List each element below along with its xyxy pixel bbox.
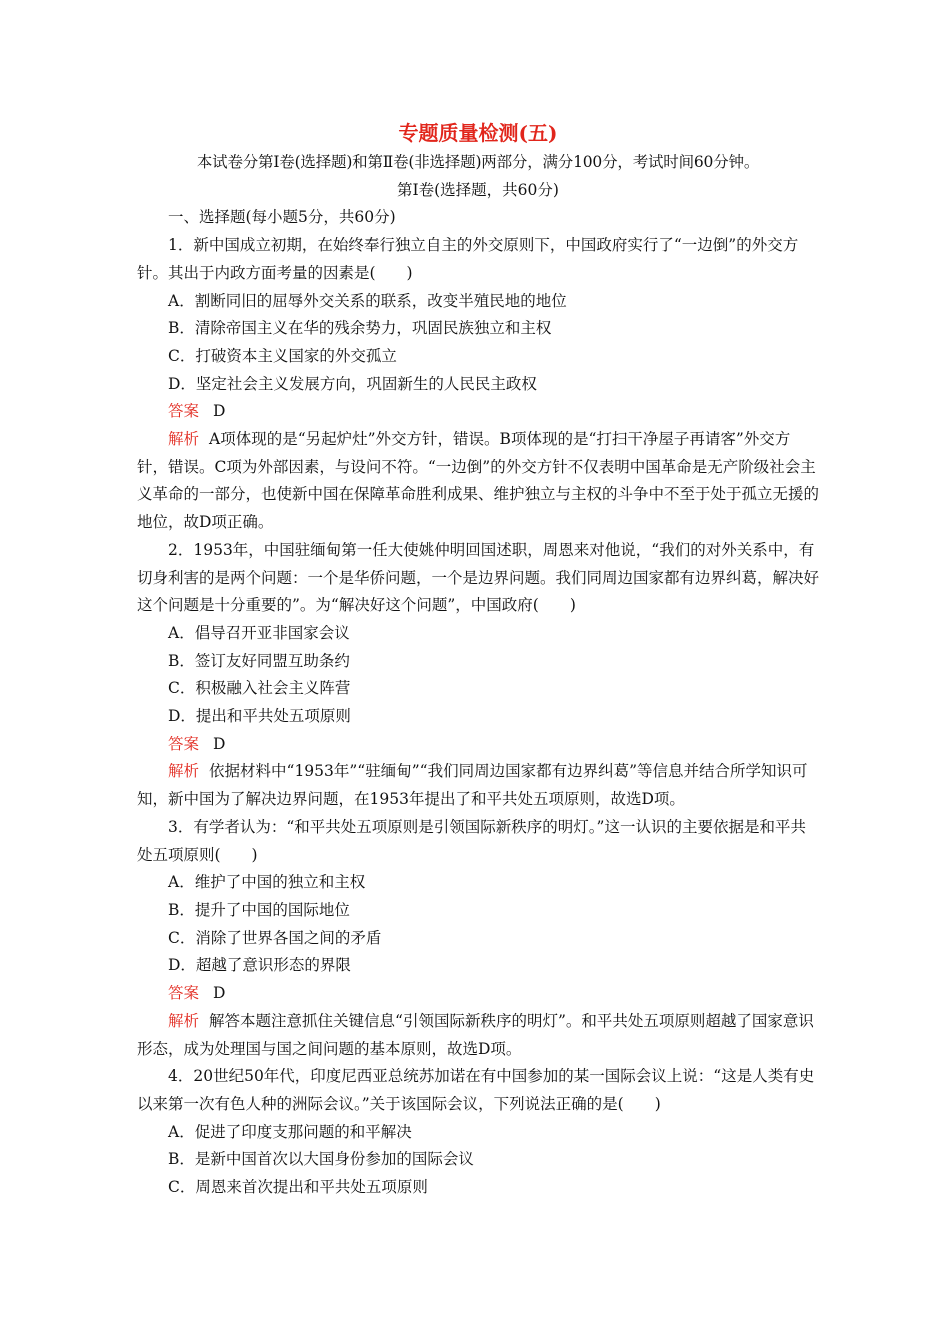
- answer-row: [137, 980, 819, 1008]
- analysis-row: [137, 426, 819, 537]
- answer-value: D: [213, 402, 226, 421]
- answer-row: [137, 398, 819, 426]
- option-b: B．是新中国首次以大国身份参加的国际会议: [168, 1150, 474, 1169]
- option-a: A．维护了中国的独立和主权: [168, 873, 366, 892]
- question-4: [137, 1063, 819, 1202]
- section-heading: 一、选择题(每小题5分，共60分): [168, 208, 396, 227]
- part-heading: 第Ⅰ卷(选择题，共60分): [397, 180, 559, 199]
- question-stem: 1．新中国成立初期，在始终奉行独立自主的外交原则下，中国政府实行了“一边倒”的外交方针。其出于内政方面考量的因素是( ): [137, 236, 799, 282]
- analysis-label: 解析: [168, 762, 200, 781]
- option-c: C．周恩来首次提出和平共处五项原则: [168, 1178, 428, 1197]
- option-d: D．坚定社会主义发展方向，巩固新生的人民民主政权: [168, 374, 537, 393]
- option-c: C．打破资本主义国家的外交孤立: [168, 346, 397, 365]
- option-d: D．超越了意识形态的界限: [168, 956, 351, 975]
- page-title: 专题质量检测(五): [398, 121, 558, 145]
- option-c: C．消除了世界各国之间的矛盾: [168, 928, 382, 947]
- question-3: [137, 814, 819, 1063]
- option-c: C．积极融入社会主义阵营: [168, 679, 351, 698]
- answer-label: 答案: [168, 734, 200, 753]
- analysis-label: 解析: [168, 430, 200, 449]
- analysis-text: 解答本题注意抓住关键信息“引领国际新秩序的明灯”。和平共处五项原则超越了国家意识形态，成为处理国与国之间问题的基本原则，故选D项。: [137, 1011, 814, 1058]
- analysis-row: [137, 758, 819, 813]
- option-a: A．割断同旧的屈辱外交关系的联系，改变半殖民地的地位: [168, 291, 567, 310]
- analysis-text: A项体现的是“另起炉灶”外交方针，错误。B项体现的是“打扫干净屋子再请客”外交方针，错误。C项为外部因素，与设问不符。“一边倒”的外交方针不仅表明中国革命是无产阶级社会主义革命的一部分，也使新中国在保障革命胜利成果、维护独立与主权的斗争中不至于处于孤立无援的地位，故D项正确。: [137, 430, 820, 532]
- question-stem: 2．1953年，中国驻缅甸第一任大使姚仲明回国述职，周恩来对他说，“我们的对外关系中，有切身利害的是两个问题：一个是华侨问题，一个是边界问题。我们同周边国家都有边界纠葛，解决好这个问题是十分重要的”。为“解决好这个问题”，中国政府( ): [137, 540, 820, 615]
- option-b: B．清除帝国主义在华的残余势力，巩固民族独立和主权: [168, 319, 552, 338]
- question-stem: 3．有学者认为：“和平共处五项原则是引领国际新秩序的明灯。”这一认识的主要依据是和平共处五项原则( ): [137, 817, 806, 864]
- answer-label: 答案: [168, 402, 200, 421]
- question-2: [137, 537, 819, 814]
- answer-value: D: [213, 734, 226, 753]
- answer-label: 答案: [168, 984, 200, 1003]
- document-page: [137, 118, 819, 1202]
- option-a: A．倡导召开亚非国家会议: [168, 623, 350, 642]
- option-b: B．签订友好同盟互助条约: [168, 651, 350, 670]
- analysis-text: 依据材料中“1953年”“驻缅甸”“我们同周边国家都有边界纠葛”等信息并结合所学知识可知，新中国为了解决边界问题，在1953年提出了和平共处五项原则，故选D项。: [137, 762, 808, 809]
- question-stem: 4．20世纪50年代，印度尼西亚总统苏加诺在有中国参加的某一国际会议上说：“这是人类有史以来第一次有色人种的洲际会议。”关于该国际会议，下列说法正确的是( ): [137, 1067, 815, 1113]
- analysis-row: [137, 1008, 819, 1063]
- exam-info: 本试卷分第Ⅰ卷(选择题)和第Ⅱ卷(非选择题)两部分，满分100分，考试时间60分钟。: [196, 153, 760, 171]
- answer-row: [137, 731, 819, 759]
- question-1: [137, 232, 819, 537]
- analysis-label: 解析: [168, 1011, 200, 1030]
- option-d: D．提出和平共处五项原则: [168, 707, 351, 726]
- option-a: A．促进了印度支那问题的和平解决: [168, 1122, 412, 1141]
- option-b: B．提升了中国的国际地位: [168, 900, 350, 919]
- answer-value: D: [213, 984, 226, 1003]
